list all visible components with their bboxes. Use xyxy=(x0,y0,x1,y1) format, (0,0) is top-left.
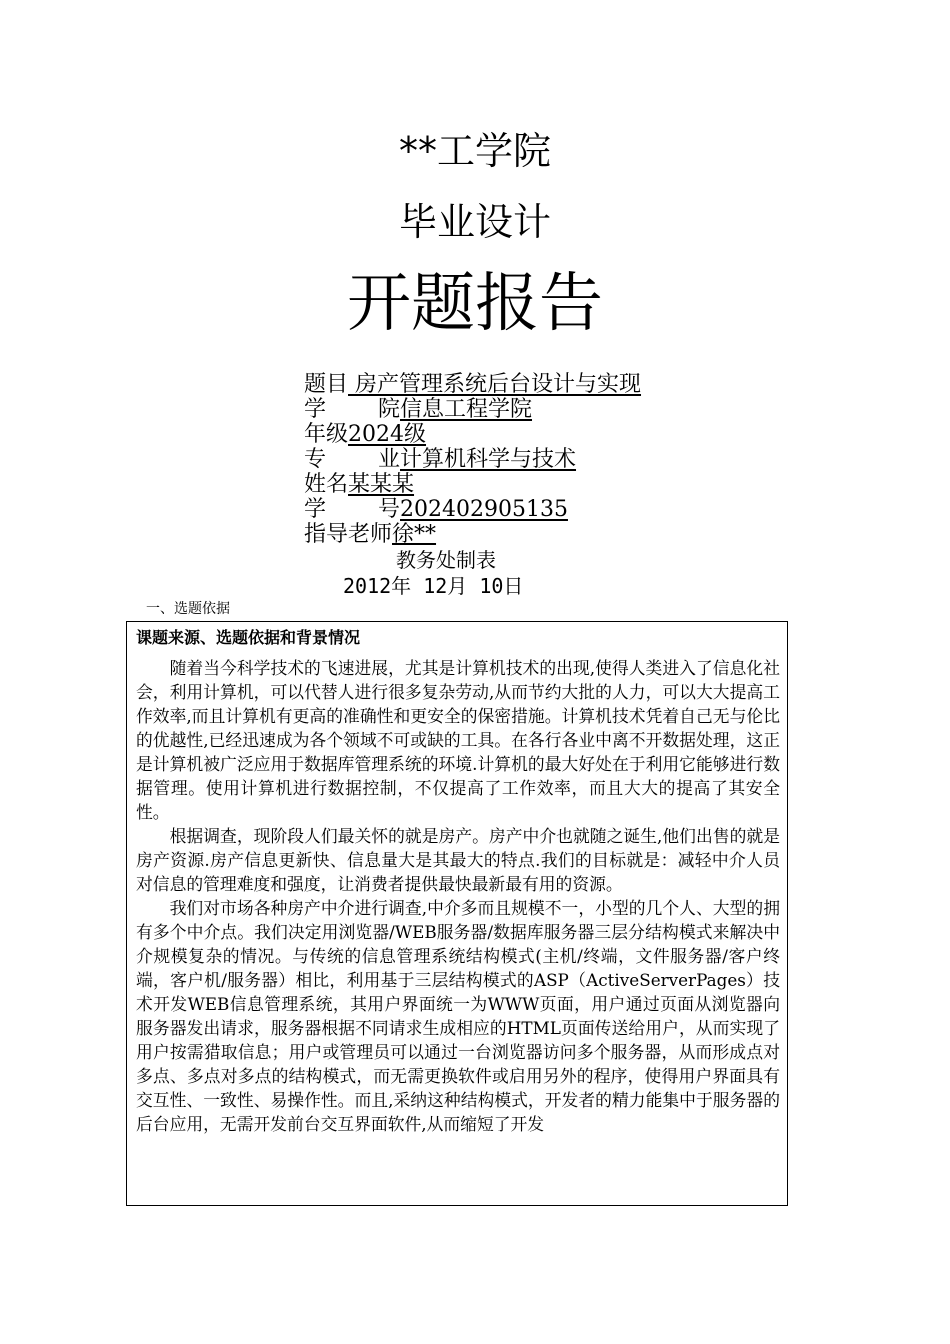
advisor-row xyxy=(304,522,641,547)
grade-value: 2024级 xyxy=(348,422,427,447)
college-label-last-char: 院 xyxy=(377,397,400,422)
college-value: 信息工程学院 xyxy=(400,397,533,422)
advisor-value: 徐** xyxy=(392,522,437,547)
student-id-row xyxy=(304,497,641,522)
topic-label: 题目 xyxy=(304,372,349,397)
student-id-label-first-char: 学 xyxy=(304,497,327,522)
cover-info-block xyxy=(304,372,641,547)
name-row xyxy=(304,472,641,497)
advisor-label: 指导老师 xyxy=(304,522,393,547)
major-label xyxy=(304,447,400,472)
body-paragraph-3: 我们对市场各种房产中介进行调查,中介多而且规模不一，小型的几个人、大型的拥有多个中介点。我们决定用浏览器/WEB服务器/数据库服务器三层分结构模式来解决中介规模复杂的情况。与传统的信息管理系统结构模式(主机/终端，文件服务器/客户终端，客户机/服务器）相比，利用基于三层结构模式的ASP（ActiveServerPages）技术开发WEB信息管理系统，其用户界面统一为WWW页面，用户通过页面从浏览器向服务器发出请求，服务器根据不同请求生成相应的HTML页面传送给用户，从而实现了用户按需猎取信息；用户或管理员可以通过一台浏览器访问多个服务器，从而形成点对多点、多点对多点的结构模式，而无需更换软件或启用另外的程序，使得用户界面具有交互性、一致性、易操作性。而且,采纳这种结构模式，开发者的精力能集中于服务器的后台应用，无需开发前台交互界面软件,从而缩短了开发 xyxy=(136,898,780,1134)
school-name: **工学院 xyxy=(398,129,551,173)
topic-value: 房产管理系统后台设计与实现 xyxy=(348,372,642,397)
student-id-value: 202402905135 xyxy=(400,497,568,522)
body-paragraph-2: 根据调查，现阶段人们最关怀的就是房产。房产中介也就随之诞生,他们出售的就是房产资源.房产信息更新快、信息量大是其最大的特点.我们的目标就是：减轻中介人员对信息的管理难度和强度，让消费者提供最快最新最有用的资源。 xyxy=(136,826,780,894)
major-label-first-char: 专 xyxy=(304,447,327,472)
grade-row xyxy=(304,422,641,447)
document-main-title: 开题报告 xyxy=(347,267,603,341)
document-date: 2012年 12月 10日 xyxy=(343,574,524,598)
body-paragraph-1: 随着当今科学技术的飞速进展，尤其是计算机技术的出现,使得人类进入了信息化社会，利用计算机，可以代替人进行很多复杂劳动,从而节约大批的人力，可以大大提高工作效率,而且计算机有更高的准确性和更安全的保密措施。计算机技术凭着自己无与伦比的优越性,已经迅速成为各个领域不可或缺的工具。在各行各业中离不开数据处理，这正是计算机被广泛应用于数据库管理系统的环境.计算机的最大好处在于利用它能够进行数据管理。使用计算机进行数据控制，不仅提高了工作效率，而且大大的提高了其安全性。 xyxy=(136,658,780,822)
major-label-last-char: 业 xyxy=(377,447,400,472)
major-value: 计算机科学与技术 xyxy=(400,447,577,472)
name-label: 姓名 xyxy=(304,472,349,497)
box-title: 课题来源、选题依据和背景情况 xyxy=(136,628,361,647)
student-id-label xyxy=(304,497,400,522)
grade-label: 年级 xyxy=(304,422,349,447)
major-row xyxy=(304,447,641,472)
college-label xyxy=(304,397,400,422)
college-row xyxy=(304,397,641,422)
box-body xyxy=(136,656,780,1136)
college-label-first-char: 学 xyxy=(304,397,327,422)
document-subtitle: 毕业设计 xyxy=(398,200,551,244)
student-id-label-last-char: 号 xyxy=(377,497,400,522)
topic-row xyxy=(304,372,641,397)
issuer-note: 教务处制表 xyxy=(396,548,496,572)
name-value: 某某某 xyxy=(348,472,415,497)
section-heading: 一、选题依据 xyxy=(146,601,230,617)
background-section-box xyxy=(126,621,788,1206)
